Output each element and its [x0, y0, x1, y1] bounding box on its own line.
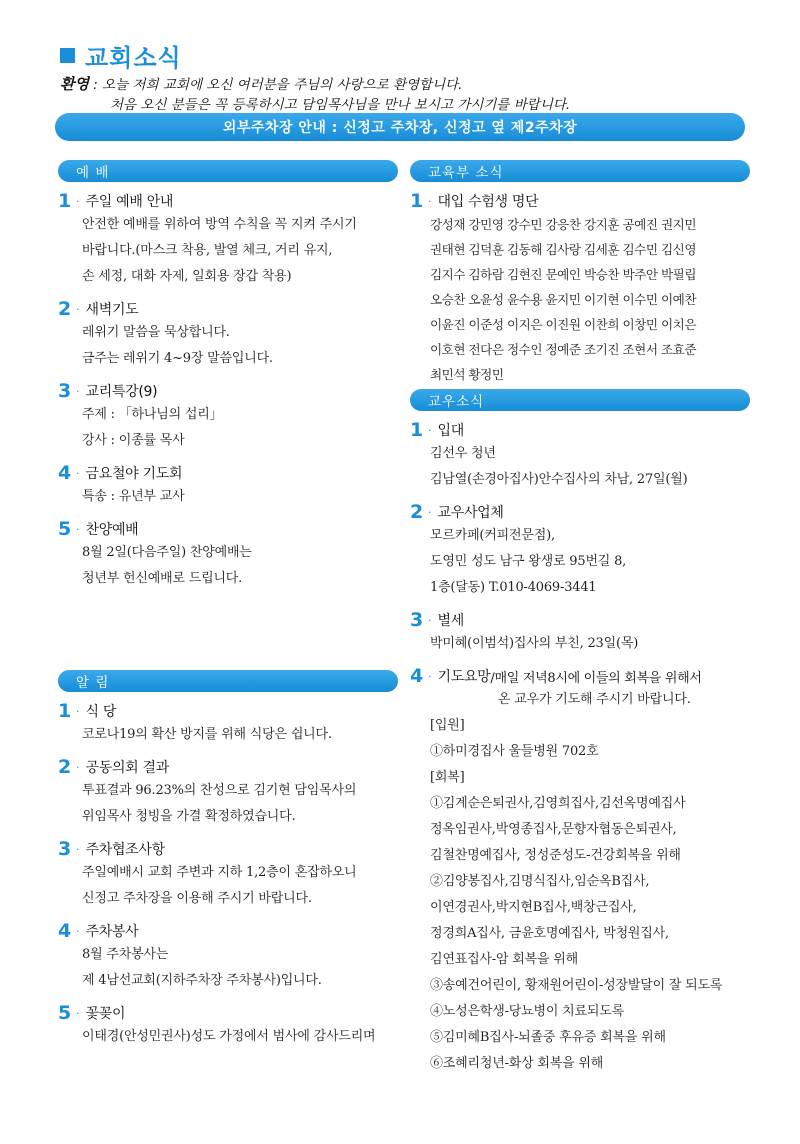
section-notice-header: 알 림	[58, 670, 398, 692]
item-number: 3	[410, 609, 424, 631]
prayer-line: [회복]	[430, 770, 465, 785]
item-number: 3	[58, 838, 72, 860]
item-number: 2	[410, 501, 424, 523]
item-number: 1	[58, 190, 72, 212]
item-title: 식 당	[85, 704, 117, 720]
item-line: 박미혜(이범석)집사의 부친, 23일(목)	[430, 636, 639, 651]
dot-icon: ·	[428, 505, 432, 519]
item-line: 안전한 예배를 위하여 방역 수칙을 꼭 지켜 주시기	[82, 217, 357, 232]
item-line: 금주는 레위기 4~9장 말씀입니다.	[82, 351, 273, 366]
student-names	[410, 212, 750, 387]
item-title: 찬양예배	[85, 522, 139, 538]
prayer-line: ①하미경집사 울들병원 702호	[430, 744, 599, 759]
item-line: 주제 : 「하나님의 섭리」	[82, 407, 223, 422]
prayer-line: ⑤김미혜B집사-뇌졸중 후유증 회복을 위해	[430, 1030, 666, 1045]
dot-icon: ·	[76, 384, 80, 398]
dot-icon: ·	[76, 704, 80, 718]
name-line: 권태현 김덕훈 김동해 김사랑 김세훈 김수민 김신영	[430, 242, 696, 257]
item-line: 도영민 성도 남구 왕생로 95번길 8,	[430, 554, 627, 569]
item-number: 3	[58, 380, 72, 402]
prayer-intro-line-2: 온 교우가 기도해 주시기 바랍니다.	[498, 692, 691, 707]
list-item	[58, 920, 398, 994]
dot-icon: ·	[76, 522, 80, 536]
item-line: 위임목사 청빙을 가결 확정하였습니다.	[82, 809, 296, 824]
list-item	[58, 298, 398, 372]
item-line: 8월 주차봉사는	[82, 947, 169, 962]
page-title: 교회소식	[85, 43, 182, 72]
section-worship-header: 예 배	[58, 160, 398, 182]
name-line: 최민석 황정민	[430, 367, 504, 382]
item-line: 손 세정, 대화 자제, 일회용 장갑 착용)	[82, 269, 292, 284]
item-number: 5	[58, 518, 72, 540]
members-list	[410, 419, 750, 1077]
section-education-header: 교육부 소식	[410, 160, 750, 182]
item-line: 레위기 말씀을 묵상합니다.	[82, 325, 230, 340]
prayer-item	[410, 665, 750, 1077]
item-title: 주일 예배 안내	[85, 194, 174, 210]
dot-icon: ·	[76, 302, 80, 316]
item-title: 금요철야 기도회	[85, 466, 183, 482]
prayer-line: 정경희A집사, 금윤호명예집사, 박청원집사,	[430, 926, 669, 941]
item-line: 특송 : 유년부 교사	[82, 489, 185, 504]
dot-icon: ·	[76, 466, 80, 480]
section-members-header: 교우소식	[410, 389, 750, 411]
dot-icon: ·	[76, 194, 80, 208]
name-line: 이윤진 이준성 이지은 이진원 이찬희 이창민 이치은	[430, 317, 696, 332]
item-line: 김남열(손경아집사)안수집사의 차남, 27일(월)	[430, 472, 688, 487]
item-title: 기도요망	[437, 669, 491, 685]
prayer-line: ②김양봉집사,김명식집사,임순옥B집사,	[430, 874, 650, 889]
name-line: 이호현 전다은 정수인 정예준 조기진 조현서 조효준	[430, 342, 696, 357]
item-title: 꽃꽂이	[85, 1006, 126, 1022]
list-item	[58, 1002, 398, 1050]
item-title: 교우사업체	[437, 505, 504, 521]
name-line: 김지수 김하람 김현진 문예인 박승찬 박주안 박필립	[430, 267, 696, 282]
right-column	[410, 160, 750, 1077]
item-line: 강사 : 이종률 목사	[82, 433, 185, 448]
item-number: 1	[410, 419, 424, 441]
item-number: 1	[410, 190, 424, 212]
left-column	[58, 160, 398, 1050]
item-number: 4	[410, 665, 424, 687]
item-number: 4	[58, 462, 72, 484]
prayer-line: ④노성은학생-당뇨병이 치료되도록	[430, 1004, 624, 1019]
item-line: 김선우 청년	[430, 446, 496, 461]
dot-icon: ·	[428, 423, 432, 437]
prayer-line: 이연경권사,박지현B집사,백창근집사,	[430, 900, 637, 915]
item-title: 주차협조사항	[85, 842, 165, 858]
dot-icon: ·	[428, 194, 432, 208]
list-item	[58, 190, 398, 290]
prayer-line: 김연표집사-암 회복을 위해	[430, 952, 578, 967]
prayer-intro: /매일 저녁8시에 이들의 회복을 위해서	[490, 670, 702, 686]
item-line: 8월 2일(다음주일) 찬양예배는	[82, 545, 252, 560]
square-bullet-icon	[60, 48, 75, 63]
item-number: 4	[58, 920, 72, 942]
dot-icon: ·	[76, 1006, 80, 1020]
item-number: 2	[58, 298, 72, 320]
item-line: 제 4남선교회(지하주차장 주차봉사)입니다.	[82, 973, 322, 988]
dot-icon: ·	[76, 760, 80, 774]
worship-list	[58, 190, 398, 592]
prayer-line: ③송예건어린이, 황재원어린이-성장발달이 잘 되도록	[430, 978, 723, 993]
list-item	[58, 380, 398, 454]
item-line: 코로나19의 확산 방지를 위해 식당은 쉽니다.	[82, 727, 332, 742]
prayer-line: 김철찬명예집사, 정성준성도-건강회복을 위해	[430, 848, 681, 863]
list-item	[410, 609, 750, 657]
parking-banner: 외부주차장 안내 : 신정고 주차장, 신정고 옆 제2주차장	[55, 113, 745, 141]
item-number: 2	[58, 756, 72, 778]
item-title: 주차봉사	[85, 924, 139, 940]
item-title: 교리특강(9)	[85, 384, 158, 400]
list-item	[410, 419, 750, 493]
name-line: 강성재 강민영 강수민 강응찬 강지훈 공예진 권지민	[430, 217, 696, 232]
dot-icon: ·	[428, 613, 432, 627]
list-item	[410, 190, 750, 387]
item-title: 새벽기도	[85, 302, 139, 318]
list-item	[58, 462, 398, 510]
dot-icon: ·	[76, 924, 80, 938]
item-number: 5	[58, 1002, 72, 1024]
name-line: 오승찬 오윤성 윤수용 윤지민 이기현 이수민 이예찬	[430, 292, 696, 307]
list-item	[58, 700, 398, 748]
welcome-label: 환영	[60, 75, 89, 93]
item-title: 공동의회 결과	[85, 760, 169, 776]
item-line: 주일예배시 교회 주변과 지하 1,2층이 혼잡하오니	[82, 865, 357, 880]
item-title: 대입 수험생 명단	[437, 194, 539, 210]
dot-icon: ·	[428, 669, 432, 683]
welcome-line-2: 처음 오신 분들은 꼭 등록하시고 담임목사님을 만나 보시고 가시기를 바랍니다.	[110, 97, 571, 113]
list-item	[58, 838, 398, 912]
list-item	[410, 501, 750, 601]
item-line: 이태경(안성민권사)성도 가정에서 범사에 감사드리며	[82, 1029, 376, 1044]
title-row	[60, 40, 760, 70]
notice-list	[58, 700, 398, 1050]
item-line: 1층(달동) T.010-4069-3441	[430, 580, 597, 595]
list-item	[58, 756, 398, 830]
item-line: 바랍니다.(마스크 착용, 발열 체크, 거리 유지,	[82, 243, 333, 258]
prayer-line: ①김계순은퇴권사,김영희집사,김선옥명예집사	[430, 796, 686, 811]
item-line: 모르카페(커피전문점),	[430, 528, 555, 543]
dot-icon: ·	[76, 842, 80, 856]
welcome-line-1: : 오늘 저희 교회에 오신 여러분을 주님의 사랑으로 환영합니다.	[88, 77, 463, 93]
item-number: 1	[58, 700, 72, 722]
list-item	[58, 518, 398, 592]
item-line: 투표결과 96.23%의 찬성으로 김기현 담임목사의	[82, 783, 357, 798]
prayer-line: 정옥임권사,박영종집사,문향자협동은퇴권사,	[430, 822, 677, 837]
prayer-line: ⑥조혜리청년-화상 회복을 위해	[430, 1056, 604, 1071]
page-header	[60, 40, 760, 115]
item-line: 청년부 헌신예배로 드립니다.	[82, 571, 243, 586]
item-title: 별세	[437, 613, 464, 629]
item-title: 입대	[437, 423, 464, 439]
welcome-message	[60, 74, 760, 115]
item-line: 신정고 주차장을 이용해 주시기 바랍니다.	[82, 891, 312, 906]
prayer-line: [입원]	[430, 718, 465, 733]
